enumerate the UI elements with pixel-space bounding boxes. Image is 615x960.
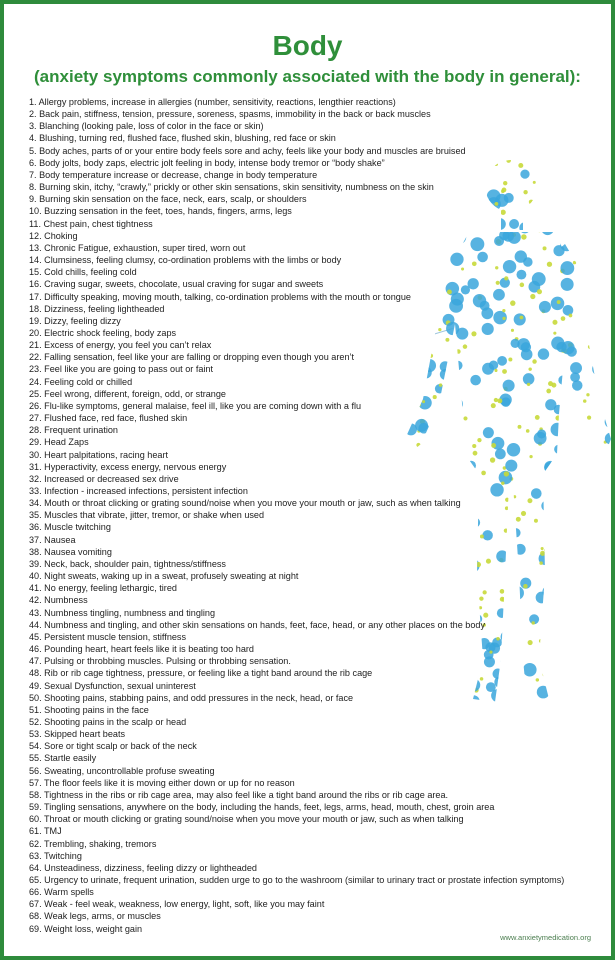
symptom-item: 47. Pulsing or throbbing muscles. Pulsing or throbbing sensation. [29, 656, 291, 667]
symptom-item: 10. Buzzing sensation in the feet, toes, hands, fingers, arms, legs [29, 206, 292, 217]
symptom-item: 69. Weight loss, weight gain [29, 923, 143, 934]
symptom-item: 14. Clumsiness, feeling clumsy, co-ordination problems with the limbs or body [29, 255, 342, 266]
symptom-item: 60. Throat or mouth clicking or grating sound/noise when you move your mouth or jaw, such as when talking [29, 814, 464, 825]
symptom-item: 61. TMJ [29, 826, 62, 837]
symptom-item: 2. Back pain, stiffness, tension, pressure, soreness, spasms, immobility in the back or back muscles [29, 109, 431, 120]
symptom-item: 24. Feeling cold or chilled [29, 376, 133, 387]
symptom-item: 13. Chronic Fatigue, exhaustion, super tired, worn out [29, 242, 246, 253]
symptom-item: 23. Feel like you are going to pass out or faint [29, 364, 214, 375]
symptom-item: 32. Increased or decreased sex drive [29, 473, 179, 484]
symptom-item: 9. Burning skin sensation on the face, neck, ears, scalp, or shoulders [29, 194, 307, 205]
symptom-item: 66. Warm spells [29, 887, 94, 898]
symptom-item: 6. Body jolts, body zaps, electric jolt feeling in body, intense body tremor or “body shake” [29, 157, 385, 168]
symptom-item: 31. Hyperactivity, excess energy, nervous energy [29, 461, 227, 472]
symptom-item: 50. Shooting pains, stabbing pains, and odd pressures in the neck, head, or face [29, 692, 354, 703]
symptom-item: 27. Flushed face, red face, flushed skin [29, 413, 188, 424]
symptom-item: 26. Flu-like symptoms, general malaise, feel ill, like you are coming down with a flu [29, 400, 362, 411]
symptom-item: 49. Sexual Dysfunction, sexual uninterest [29, 680, 196, 691]
symptom-item: 11. Chest pain, chest tightness [29, 218, 153, 229]
symptom-item: 63. Twitching [29, 850, 82, 861]
symptom-item: 41. No energy, feeling lethargic, tired [29, 583, 177, 594]
symptom-item: 5. Body aches, parts of or your entire body feels sore and achy, feels like your body and muscles are bruised [29, 145, 466, 156]
symptom-item: 15. Cold chills, feeling cold [29, 267, 137, 278]
symptom-item: 43. Numbness tingling, numbness and tingling [29, 607, 216, 618]
symptom-item: 48. Rib or rib cage tightness, pressure, or feeling like a tight band around the rib cage [29, 668, 373, 679]
symptom-item: 4. Blushing, turning red, flushed face, flushed skin, blushing, red face or skin [29, 133, 336, 144]
symptom-item: 39. Neck, back, shoulder pain, tightness/stiffness [29, 558, 226, 569]
symptom-item: 38. Nausea vomiting [29, 546, 112, 557]
symptom-item: 62. Trembling, shaking, tremors [29, 838, 157, 849]
symptom-item: 52. Shooting pains in the scalp or head [29, 716, 187, 727]
symptom-item: 56. Sweating, uncontrollable profuse sweating [29, 765, 215, 776]
symptom-item: 57. The floor feels like it is moving either down or up for no reason [29, 777, 295, 788]
symptom-item: 21. Excess of energy, you feel you can’t relax [29, 340, 212, 351]
symptom-item: 42. Numbness [29, 595, 88, 606]
symptom-item: 46. Pounding heart, heart feels like it is beating too hard [29, 644, 254, 655]
symptom-item: 53. Skipped heart beats [29, 729, 126, 740]
symptom-item: 33. Infection - increased infections, persistent infection [29, 486, 248, 496]
symptom-item: 29. Head Zaps [29, 437, 89, 448]
symptom-item: 65. Urgency to urinate, frequent urination, sudden urge to go to the washroom (similar to urinary tract or prostate infection symptoms) [29, 875, 565, 885]
symptom-item: 35. Muscles that vibrate, jitter, tremor, or shake when used [29, 510, 265, 521]
symptom-item: 1. Allergy problems, increase in allergies (number, sensitivity, reactions, lengthier reactions) [29, 97, 396, 107]
symptom-item: 55. Startle easily [29, 753, 97, 764]
symptom-item: 59. Tingling sensations, anywhere on the body, including the hands, feet, legs, arms, head, mouth, chest, groin area [29, 802, 495, 813]
symptom-item: 25. Feel wrong, different, foreign, odd, or strange [29, 388, 226, 399]
symptom-item: 44. Numbness and tingling, and other skin sensations on hands, feet, face, head, or any other places on the body [29, 619, 485, 630]
website-url: www.anxietymedication.org [500, 933, 591, 942]
symptom-item: 30. Heart palpitations, racing heart [29, 449, 169, 460]
symptom-item: 19. Dizzy, feeling dizzy [29, 315, 121, 326]
symptom-item: 40. Night sweats, waking up in a sweat, profusely sweating at night [29, 571, 299, 582]
symptom-item: 28. Frequent urination [29, 425, 118, 436]
symptom-item: 37. Nausea [29, 534, 76, 545]
symptom-item: 45. Persistent muscle tension, stiffness [29, 631, 187, 642]
symptom-item: 67. Weak - feel weak, weakness, low energy, light, soft, like you may faint [29, 899, 325, 910]
symptom-item: 17. Difficulty speaking, moving mouth, talking, co-ordination problems with the mouth or tongue [29, 291, 411, 302]
symptom-item: 34. Mouth or throat clicking or grating sound/noise when you move your mouth or jaw, such as when talking [29, 498, 461, 509]
symptom-item: 8. Burning skin, itchy, “crawly,” prickly or other skin sensations, skin sensitivity, numbness on the skin [29, 182, 434, 193]
symptom-list [29, 96, 564, 935]
symptom-item: 68. Weak legs, arms, or muscles [29, 911, 161, 922]
symptom-item: 36. Muscle twitching [29, 522, 111, 533]
symptom-item: 3. Blanching (looking pale, loss of color in the face or skin) [29, 121, 264, 132]
symptom-item: 64. Unsteadiness, dizziness, feeling dizzy or lightheaded [29, 862, 257, 873]
page-title: Body [272, 30, 343, 61]
symptom-item: 16. Craving sugar, sweets, chocolate, usual craving for sugar and sweets [29, 279, 324, 290]
symptom-item: 20. Electric shock feeling, body zaps [29, 327, 177, 338]
symptom-item: 7. Body temperature increase or decrease, change in body temperature [29, 169, 318, 180]
symptom-item: 12. Choking [29, 230, 78, 241]
symptom-item: 51. Shooting pains in the face [29, 704, 149, 715]
symptom-item: 18. Dizziness, feeling lightheaded [29, 303, 165, 314]
symptom-item: 54. Sore or tight scalp or back of the neck [29, 741, 197, 752]
page-subtitle: (anxiety symptoms commonly associated with the body in general): [34, 67, 581, 86]
symptom-item: 58. Tightness in the ribs or rib cage area, may also feel like a tight band around the ribs or rib cage area. [29, 789, 449, 800]
symptom-item: 22. Falling sensation, feel like your are falling or dropping even though you aren’t [29, 352, 355, 363]
